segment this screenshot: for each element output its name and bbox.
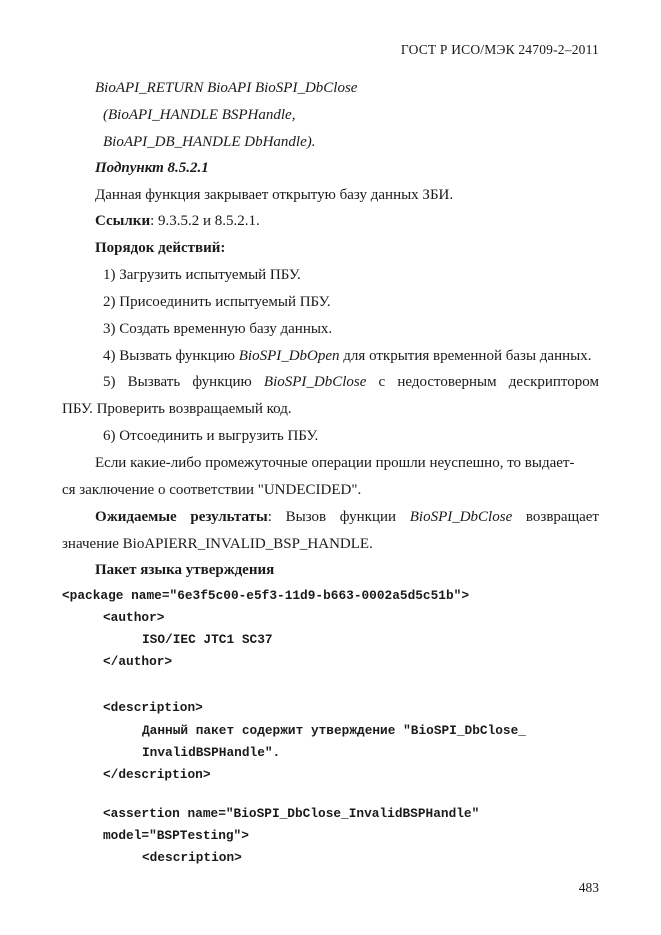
code-line-8: </description> — [103, 767, 211, 782]
expected-text: : Вызов функции — [267, 509, 410, 525]
signature-line-1: BioAPI_RETURN BioAPI BioSPI_DbClose — [95, 80, 358, 96]
code-line-5: <description> — [103, 700, 203, 715]
step5-text-end: с недостоверным дескриптором — [366, 374, 599, 390]
code-line-11: <description> — [142, 850, 242, 865]
code-line-1: <package name="6e3f5c00-e5f3-11d9-b663-0002a5d5c51b"> — [62, 588, 470, 603]
expected-label: Ожидаемые результаты — [95, 509, 268, 525]
procedure-title: Порядок действий: — [95, 240, 226, 256]
failure-line-1: Если какие-либо промежуточные операции прошли неуспешно, то выдает- — [95, 455, 575, 471]
step4-text-end: для открытия временной базы данных. — [339, 348, 592, 364]
references — [95, 214, 260, 229]
procedure-step-5-cont: ПБУ. Проверить возвращаемый код. — [62, 401, 292, 417]
expected-text-end: возвращает — [512, 509, 599, 525]
code-line-2: <author> — [103, 610, 165, 625]
failure-line-2: ся заключение о соответствии "UNDECIDED". — [62, 482, 362, 498]
step5-function: BioSPI_DbClose — [263, 374, 367, 390]
expected-function: BioSPI_DbClose — [409, 509, 513, 525]
code-line-7: InvalidBSPHandle". — [142, 745, 281, 760]
step5-text: 5) Вызвать функцию — [103, 374, 264, 390]
package-title: Пакет языка утверждения — [95, 562, 275, 578]
function-description: Данная функция закрывает открытую базу данных ЗБИ. — [95, 187, 454, 203]
procedure-step-4 — [103, 349, 591, 364]
references-text: : 9.3.5.2 и 8.5.2.1. — [150, 213, 260, 229]
step4-text: 4) Вызвать функцию — [103, 348, 239, 364]
code-line-9: <assertion name="BioSPI_DbClose_InvalidBSPHandle" — [103, 806, 480, 821]
expected-results — [62, 510, 599, 525]
procedure-step-2: 2) Присоединить испытуемый ПБУ. — [103, 294, 331, 310]
signature-line-3: BioAPI_DB_HANDLE DbHandle). — [103, 134, 316, 150]
code-line-3: ISO/IEC JTC1 SC37 — [142, 632, 273, 647]
procedure-step-3: 3) Создать временную базу данных. — [103, 321, 333, 337]
subclause-title: Подпункт 8.5.2.1 — [95, 160, 209, 176]
signature-line-2: (BioAPI_HANDLE BSPHandle, — [103, 107, 296, 123]
procedure-step-6: 6) Отсоединить и выгрузить ПБУ. — [103, 428, 319, 444]
references-label: Ссылки — [95, 213, 151, 229]
procedure-step-5 — [62, 375, 599, 390]
code-line-10: model="BSPTesting"> — [103, 828, 249, 843]
procedure-step-1: 1) Загрузить испытуемый ПБУ. — [103, 267, 301, 283]
expected-line-2: значение BioAPIERR_INVALID_BSP_HANDLE. — [62, 536, 373, 552]
page-header: ГОСТ Р ИСО/МЭК 24709-2–2011 — [400, 42, 599, 57]
page-number: 483 — [578, 880, 599, 895]
step4-function: BioSPI_DbOpen — [238, 348, 340, 364]
code-line-6: Данный пакет содержит утверждение "BioSPI_DbClose_ — [142, 723, 526, 738]
code-line-4: </author> — [103, 654, 173, 669]
